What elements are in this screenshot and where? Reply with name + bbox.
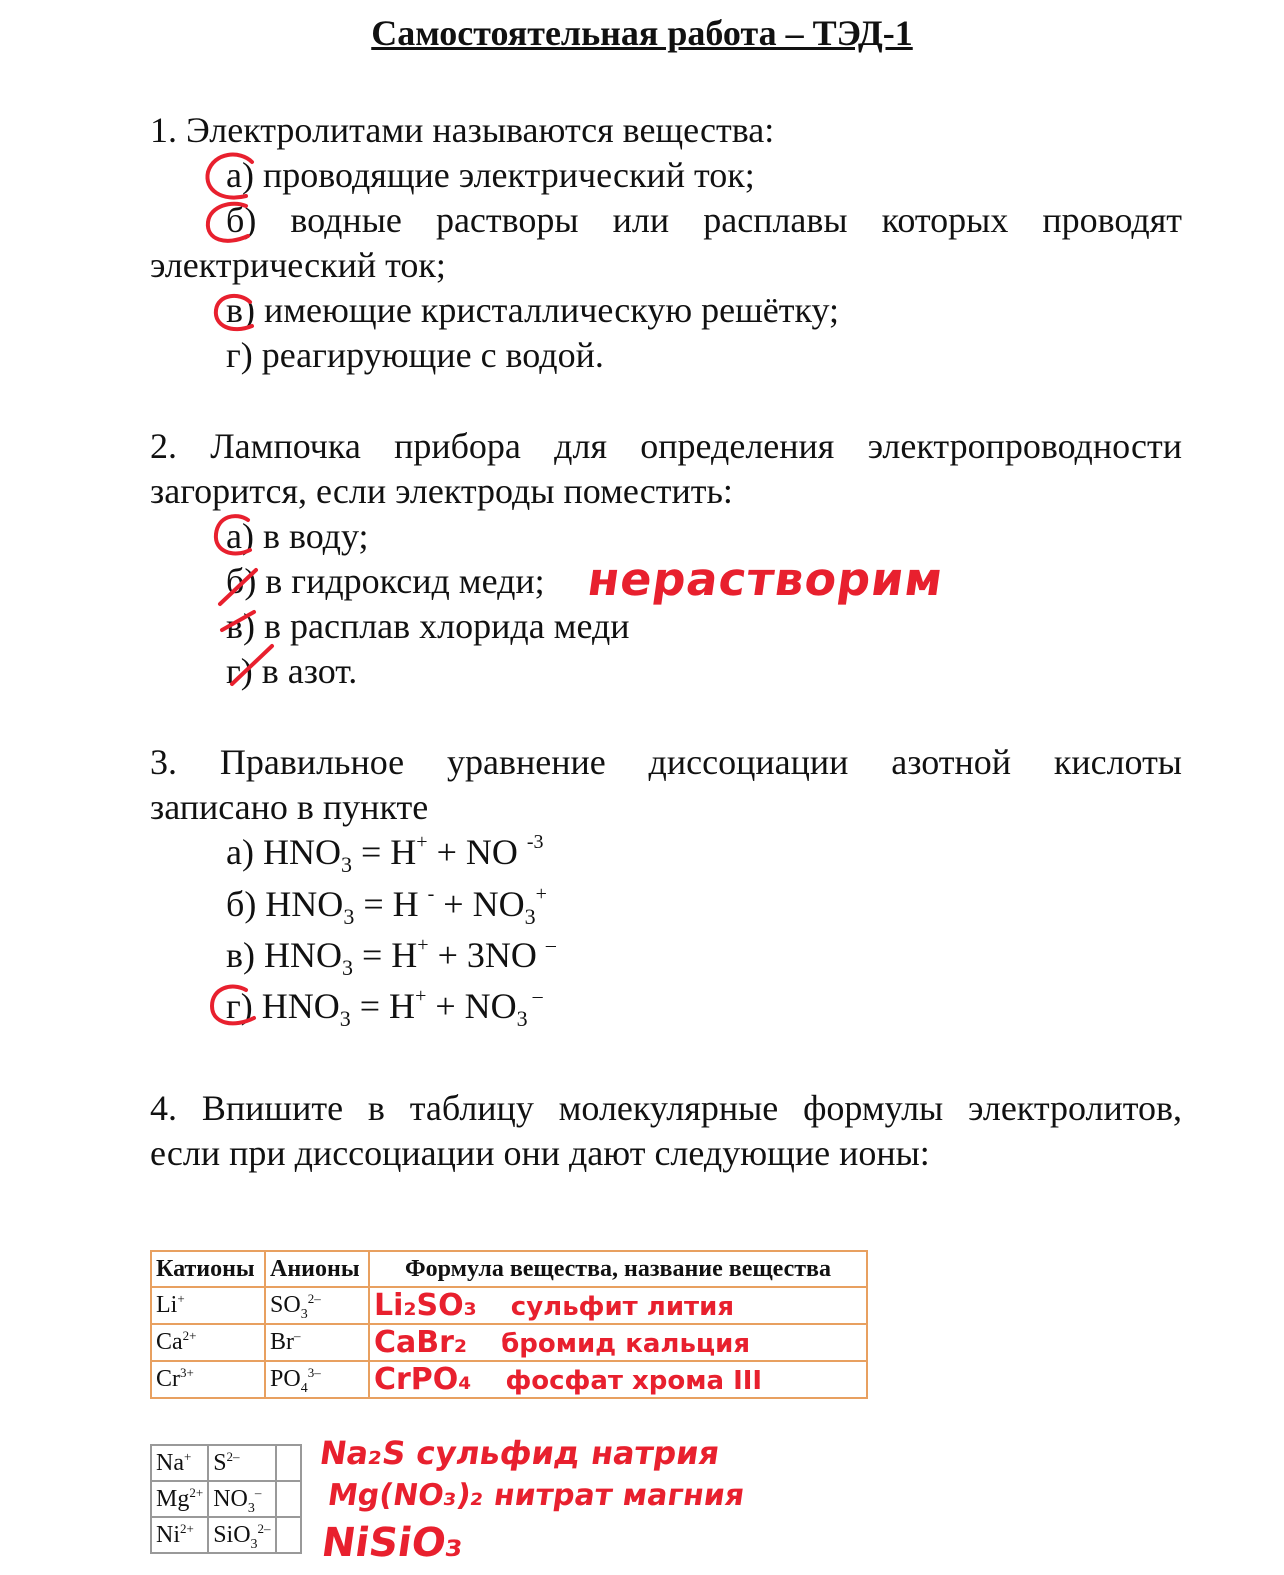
hand-name: сульфит лития [510,1292,735,1322]
q1-option-c: в) имеющие кристаллическую решётку; [226,290,840,330]
formula-cell[interactable] [369,1361,867,1398]
formula-cell[interactable] [276,1445,301,1481]
table-row [151,1517,301,1553]
ions-table-extra [150,1444,302,1554]
cation-cell: $Ni^{2+}$ [151,1517,208,1553]
anion-cell: $S^{2-}$ [208,1445,275,1481]
hand-name: фосфат хрома III [505,1366,763,1396]
q1-option-b-line2: электрический ток; [150,245,446,285]
hand-name: бромид кальция [501,1329,751,1359]
header-formula: Формула вещества, название вещества [369,1251,867,1287]
hand-answer-na2s: Na₂S сульфид натрия [317,1434,723,1472]
cation-cell: Na+ [151,1445,208,1481]
anion-cell: $NO_3^-$ [208,1481,275,1517]
cation-cell: $Ca^{2+}$ [151,1324,265,1361]
cation-cell: $Cr^{3+}$ [151,1361,265,1398]
cation-cell: Li+ [151,1287,265,1324]
cation-cell: $Mg^{2+}$ [151,1481,208,1517]
q3-question-line1: 3. Правильное уравнение диссоциации азотной кислоты [150,742,1182,782]
hand-formula: Li₂SO₃ [374,1288,477,1323]
q3-question-line2: записано в пункте [150,787,429,827]
formula-cell[interactable] [276,1517,301,1553]
formula-cell[interactable] [369,1287,867,1324]
table-row [151,1481,301,1517]
anion-cell: SiO$_3^{2-}$ [208,1517,275,1553]
table-row [151,1287,867,1324]
anion-cell: $PO_4^{3-}$ [265,1361,369,1398]
q1-question: 1. Электролитами называются вещества: [150,110,775,150]
hand-answer-mgno3: Mg(NO₃)₂ нитрат магния [325,1478,747,1513]
q3-option-a: а) $HNO_3 = H^+$ + NO $^{-3}$ [226,831,544,877]
table-row [151,1361,867,1398]
hand-formula: CaBr₂ [374,1325,468,1360]
q2-option-b: б) в гидроксид меди; [226,561,545,601]
q1-option-a: а) проводящие электрический ток; [226,155,755,195]
hand-answer-nisio3: NiSiO₃ [318,1520,467,1566]
q4-question-line2: если при диссоциации они дают следующие ионы: [150,1133,930,1173]
q4-question-line1: 4. Впишите в таблицу молекулярные формулы электролитов, [150,1088,1182,1128]
q2-option-d: г) в азот. [226,651,358,691]
table-header-row [151,1251,867,1287]
anion-cell: Br– [265,1324,369,1361]
header-anions: Анионы [265,1251,369,1287]
q2-question-line1: 2. Лампочка прибора для определения электропроводности [150,426,1182,466]
q3-option-b: б) $HNO_3 = H$ $^- + NO_3^+$ [226,883,547,929]
q1-option-b-line1: б) водные растворы или расплавы которых проводят [226,200,1182,240]
formula-cell[interactable] [369,1324,867,1361]
q2-question-line2: загорится, если электроды поместить: [150,471,733,511]
page-title: Самостоятельная работа – ТЭД-1 [371,13,913,53]
q3-option-c: в) $HNO_3 = H^+ + 3NO$ – [226,934,556,980]
table-row [151,1445,301,1481]
table-row [151,1324,867,1361]
ions-table-main [150,1250,868,1399]
q3-option-d: г) $HNO_3 = H^+ + NO_3$ – [226,985,543,1031]
handwritten-note-insoluble: нерастворим [584,552,948,606]
q2-option-a: а) в воду; [226,516,369,556]
q2-option-c: в) в расплав хлорида меди [226,606,630,646]
header-cations: Катионы [151,1251,265,1287]
formula-cell[interactable] [276,1481,301,1517]
anion-cell: $SO_3^{2-}$ [265,1287,369,1324]
q1-option-d: г) реагирующие с водой. [226,335,604,375]
hand-formula: CrPO₄ [374,1362,472,1397]
